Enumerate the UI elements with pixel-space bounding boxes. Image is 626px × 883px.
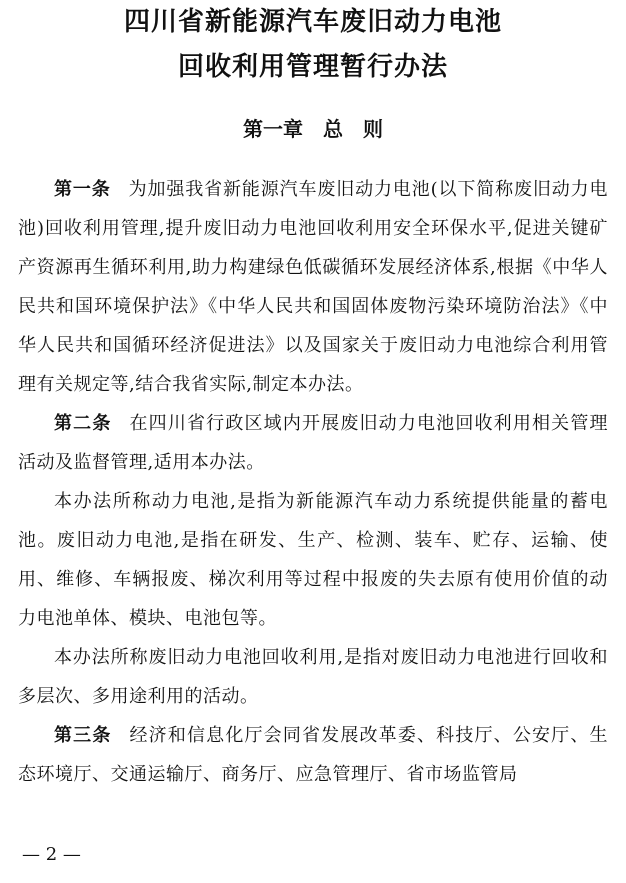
power-battery-definition-text: 本办法所称动力电池,是指为新能源汽车动力系统提供能量的蓄电池。废旧动力电池,是指在研发、生产、检测、装车、贮存、运输、使用、维修、车辆报废、梯次利用等过程中报废的失去原有使用价值的动力电池单体、模块、电池包等。 <box>18 491 608 629</box>
power-battery-definition-paragraph <box>18 482 608 638</box>
article-3-text: 经济和信息化厅会同省发展改革委、科技厅、公安厅、生态环境厅、交通运输厅、商务厅、应急管理厅、省市场监管局 <box>18 725 608 785</box>
page-number: — 2 — <box>22 844 81 865</box>
article-2-label: 第二条 <box>54 413 112 434</box>
document-title-line-1: 四川省新能源汽车废旧动力电池 <box>123 7 502 37</box>
recycling-definition-paragraph <box>18 638 608 716</box>
article-3-paragraph <box>18 716 608 794</box>
chapter-heading: 第一章 总 则 <box>243 117 383 141</box>
article-2-paragraph <box>18 404 608 482</box>
document-title-line-2: 回收利用管理暂行办法 <box>177 52 448 82</box>
recycling-definition-text: 本办法所称废旧动力电池回收利用,是指对废旧动力电池进行回收和多层次、多用途利用的活动。 <box>18 647 608 707</box>
article-3-label: 第三条 <box>54 725 112 746</box>
article-1-paragraph <box>18 170 608 404</box>
article-1-text: 为加强我省新能源汽车废旧动力电池(以下简称废旧动力电池)回收利用管理,提升废旧动力电池回收利用安全环保水平,促进关键矿产资源再生循环利用,助力构建绿色低碳循环发展经济体系,根据《中华人民共和国环境保护法》《中华人民共和国固体废物污染环境防治法》《中华人民共和国循环经济促进法》以及国家关于废旧动力电池综合利用管理有关规定等,结合我省实际,制定本办法。 <box>18 179 608 395</box>
document-body <box>18 170 608 794</box>
article-2-text: 在四川省行政区域内开展废旧动力电池回收利用相关管理活动及监督管理,适用本办法。 <box>18 413 608 473</box>
article-1-label: 第一条 <box>54 179 111 200</box>
